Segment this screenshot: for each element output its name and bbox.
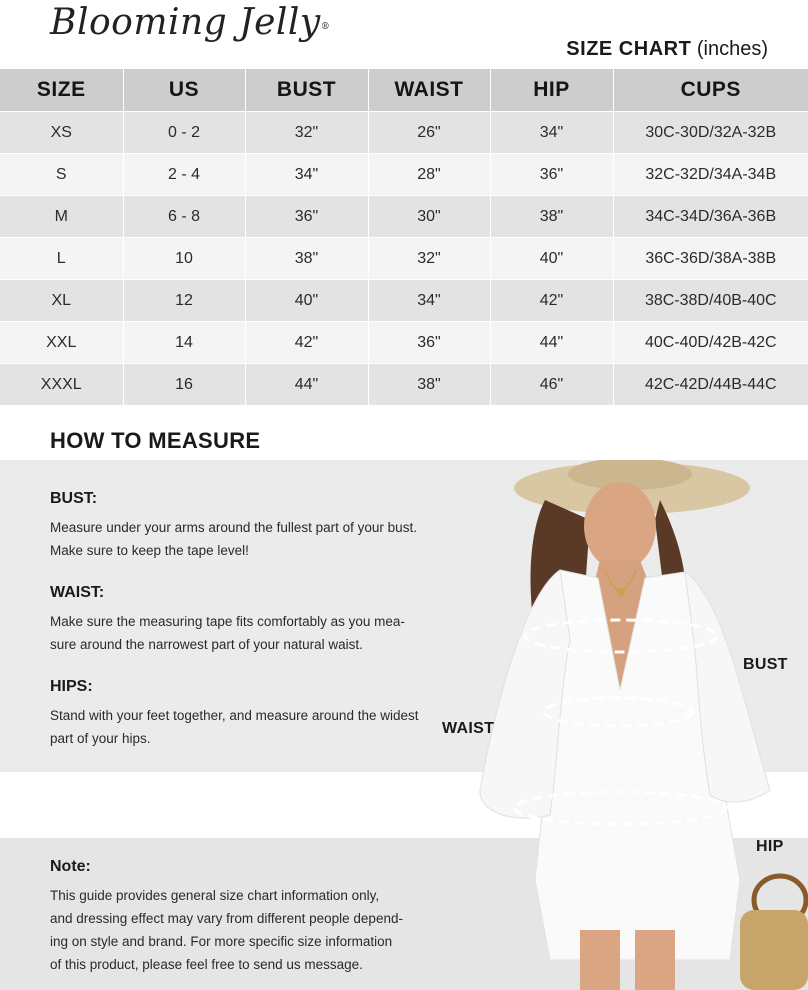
cell-size: XL [0, 280, 123, 322]
cell-cups: 30C-30D/32A-32B [613, 112, 808, 154]
bust-label: BUST [743, 656, 788, 673]
table-row [0, 322, 808, 364]
cell-us: 12 [123, 280, 245, 322]
table-header-row [0, 69, 808, 112]
table-row [0, 112, 808, 154]
cell-bust: 34" [245, 154, 368, 196]
cell-bust: 36" [245, 196, 368, 238]
cell-size: S [0, 154, 123, 196]
how-to-measure-heading: HOW TO MEASURE [50, 428, 261, 453]
size-chart-unit: (inches) [696, 38, 768, 60]
header-size: SIZE [0, 69, 123, 112]
cell-waist: 38" [368, 364, 490, 406]
header-waist: WAIST [368, 69, 490, 112]
size-chart-title [566, 38, 768, 61]
waist-line: Make sure the measuring tape fits comfortably as you mea- [50, 614, 405, 629]
brand-logo: Blooming Jelly® [50, 2, 331, 43]
cell-size: L [0, 238, 123, 280]
cell-us: 16 [123, 364, 245, 406]
bust-line: Make sure to keep the tape level! [50, 543, 249, 558]
cell-hip: 44" [490, 322, 613, 364]
face [584, 482, 656, 570]
table-row [0, 154, 808, 196]
waist-line: sure around the narrowest part of your natural waist. [50, 637, 363, 652]
cell-cups: 42C-42D/44B-44C [613, 364, 808, 406]
hips-title: HIPS: [50, 678, 93, 695]
note-title: Note: [50, 858, 91, 875]
hip-label: HIP [756, 838, 784, 855]
model-photo [440, 460, 808, 990]
cell-us: 10 [123, 238, 245, 280]
cell-hip: 36" [490, 154, 613, 196]
cell-hip: 46" [490, 364, 613, 406]
waist-instructions [50, 584, 405, 656]
header-us: US [123, 69, 245, 112]
left-leg [580, 930, 620, 990]
cell-cups: 36C-36D/38A-38B [613, 238, 808, 280]
hips-instructions [50, 678, 418, 750]
table-row [0, 196, 808, 238]
bust-instructions [50, 490, 417, 562]
hips-line: Stand with your feet together, and measure around the widest [50, 708, 419, 723]
cell-us: 0 - 2 [123, 112, 245, 154]
cell-waist: 30" [368, 196, 490, 238]
pendant [617, 588, 625, 596]
cell-waist: 28" [368, 154, 490, 196]
cell-size: XXL [0, 322, 123, 364]
cell-waist: 36" [368, 322, 490, 364]
straw-bag [740, 910, 808, 990]
size-chart-table [0, 69, 808, 406]
cell-bust: 38" [245, 238, 368, 280]
waist-title: WAIST: [50, 584, 105, 601]
header-bust: BUST [245, 69, 368, 112]
cell-bust: 42" [245, 322, 368, 364]
note-line: ing on style and brand. For more specific size information [50, 934, 393, 949]
note-line: This guide provides general size chart information only, [50, 888, 380, 903]
note-section [50, 858, 403, 976]
cell-hip: 34" [490, 112, 613, 154]
cell-bust: 44" [245, 364, 368, 406]
cell-us: 14 [123, 322, 245, 364]
cell-hip: 40" [490, 238, 613, 280]
note-line: of this product, please feel free to send us message. [50, 957, 363, 972]
bust-title: BUST: [50, 490, 98, 507]
cell-hip: 38" [490, 196, 613, 238]
cell-waist: 34" [368, 280, 490, 322]
waist-label: WAIST [442, 720, 495, 737]
header-cups: CUPS [613, 69, 808, 112]
hips-line: part of your hips. [50, 731, 151, 746]
size-chart-title-text: SIZE CHART [566, 38, 692, 60]
right-leg [635, 930, 675, 990]
cell-size: M [0, 196, 123, 238]
cell-bust: 32" [245, 112, 368, 154]
cell-us: 6 - 8 [123, 196, 245, 238]
cell-waist: 26" [368, 112, 490, 154]
cell-hip: 42" [490, 280, 613, 322]
cell-waist: 32" [368, 238, 490, 280]
cell-size: XXXL [0, 364, 123, 406]
cell-cups: 40C-40D/42B-42C [613, 322, 808, 364]
cell-cups: 32C-32D/34A-34B [613, 154, 808, 196]
cell-cups: 34C-34D/36A-36B [613, 196, 808, 238]
table-row [0, 364, 808, 406]
table-row [0, 238, 808, 280]
cell-bust: 40" [245, 280, 368, 322]
cell-us: 2 - 4 [123, 154, 245, 196]
bust-line: Measure under your arms around the fullest part of your bust. [50, 520, 417, 535]
cell-size: XS [0, 112, 123, 154]
cell-cups: 38C-38D/40B-40C [613, 280, 808, 322]
note-line: and dressing effect may vary from different people depend- [50, 911, 403, 926]
table-row [0, 280, 808, 322]
header-hip: HIP [490, 69, 613, 112]
